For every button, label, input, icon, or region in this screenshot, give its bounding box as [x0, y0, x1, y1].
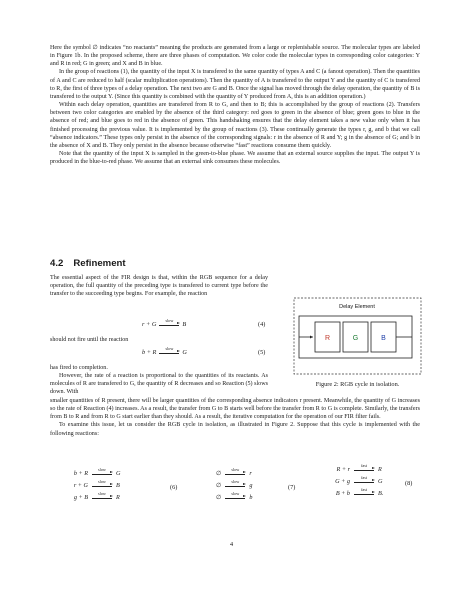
figure-title: Delay Element: [339, 304, 375, 310]
reaction-row: [216, 466, 252, 477]
reaction-rhs: B: [116, 482, 120, 489]
reaction-rhs: b: [249, 494, 253, 501]
paragraph: Note that the quantity of the input X is sampled in the green-to-blue phase. We assume that an external source supplies the input. The output Y is produced in the blue-to-red phase. We assume that an external sink consumes these molecules.: [50, 151, 420, 166]
equation-5: [142, 345, 187, 356]
reaction-lhs: ∅: [216, 494, 222, 501]
paragraph: The essential aspect of the FIR design is that, within the RGB sequence for a delay operation, the full quantity of the preceding type is transfered to current type before the transfer to the succeeding type begins. For example, the reaction: [50, 275, 268, 298]
reaction-lhs: r + G: [73, 482, 88, 489]
paragraph: smaller quantities of R present, there will be larger quantities of the corresponding absence indicators r present. Meanwhile, the quantity of G increases so the rate of Reaction (4) increases. As a result, the transfer from G to B starts well before the transfer from R to G is complete. Similarly, the transfers from B to R and from R to G start earlier than they should. As a result, the iterative computation for the operation of our FIR filter fails.: [50, 398, 420, 421]
rate-label: slow: [98, 490, 106, 496]
section-number: 4.2: [50, 258, 64, 269]
reaction-lhs: b + R: [73, 470, 88, 477]
rgb-cycle-figure: [287, 297, 425, 375]
equation-lhs: r + G: [142, 321, 157, 328]
paragraph: In the group of reactions (1), the quantity of the input X is transfered to the same quantity of types A and C (a fanout operation). Then the quantities of A and C are reduced to half (scalar multiplication operations). Then the quantity of A is transfered to the output Y and the quantity of C is transfered to R, the first of three types of a delay operation. The next two are G and B. Once the signal has moved through the delay operation, the quantity of B is transfered to the output Y. (Since this quantity is combined with the quantity of Y produced from A, this is an addition operation.): [50, 69, 420, 100]
reaction-row: [68, 478, 120, 489]
equation-number: (4): [258, 321, 266, 328]
rate-label: slow: [231, 466, 240, 472]
equation-number: (7): [288, 484, 296, 491]
paragraph: To examine this issue, let us consider the RGB cycle in isolation, as illustrated in Figure 2. Suppose that this cycle is implemented with the following reactions:: [50, 422, 420, 437]
reaction-lhs: ∅: [216, 482, 222, 489]
reaction-rhs: G: [378, 478, 383, 485]
reaction-row: [328, 474, 383, 485]
rate-label: fast: [360, 486, 368, 492]
reaction-rhs: B.: [378, 490, 384, 497]
equation-number: (8): [405, 480, 413, 487]
reaction-lhs: g + B: [73, 494, 88, 501]
box-b-label: B: [381, 335, 386, 342]
figure-caption: Figure 2: RGB cycle in isolation.: [315, 381, 400, 388]
rate-label: slow: [231, 490, 240, 496]
reaction-lhs: R + r: [336, 466, 350, 473]
reaction-rhs: G: [116, 470, 121, 477]
rate-label: fast: [360, 474, 368, 480]
rate-label: fast: [360, 462, 368, 468]
reaction-rhs: r: [249, 470, 252, 477]
reaction-lhs: B + b: [335, 490, 350, 497]
reaction-row: [68, 490, 120, 501]
reaction-arrow: [159, 345, 179, 354]
reaction-arrow: [159, 317, 179, 326]
refinement-text: [50, 336, 268, 344]
reaction-lhs: G + g: [335, 478, 350, 485]
paragraph: has fired to completion.: [50, 365, 108, 371]
reaction-row: [328, 486, 384, 497]
arrow-head: [310, 336, 313, 339]
section-title: Refinement: [73, 258, 126, 269]
paragraph: should not fire until the reaction: [50, 337, 129, 343]
equation-rhs: B: [182, 321, 187, 328]
box-r-label: R: [324, 335, 331, 342]
rate-label: slow: [165, 345, 174, 351]
reaction-row: [68, 466, 121, 477]
rate-label: slow: [98, 466, 106, 472]
reaction-rhs: R: [116, 494, 120, 501]
equation-number: (6): [170, 484, 178, 491]
equation-rhs: G: [182, 349, 187, 356]
reaction-lhs: ∅: [216, 470, 222, 477]
body-text-top: [50, 44, 420, 166]
reaction-rhs: R: [378, 466, 382, 473]
paragraph: Within each delay operation, quantities are transfered from R to G, and then to B; this is accomplished by the group of reactions (2). Transfers between two color categories are enabled by the absence of the third category: red goes to green in the absence of blue; green goes to blue in the absence of red; and blue goes to red in the absence of green. This handshaking ensures that the delay element takes a new value only when it has finished processing the previous value. It is implemented by the group of reactions (3). These continually generate the types r, g, and b that we call “absence indicators.” These types only persist in the absence of the corresponding signals: r in the absence of R and Y; g in the absence of G; and b in the absence of X and B. They only persist in the absence because otherwise “fast” reactions consume them quickly.: [50, 102, 420, 149]
equation-lhs: b + R: [142, 349, 157, 356]
rate-label: slow: [165, 317, 174, 323]
box-g-label: G: [352, 335, 359, 342]
paragraph: However, the rate of a reaction is proportional to the quantities of its reactants. As molecules of R are transfered to G, the quantity of R decreases and so Reaction (5) slows down. With: [50, 373, 268, 396]
reaction-row: [216, 490, 253, 501]
rate-label: slow: [98, 478, 106, 484]
refinement-text: [50, 274, 268, 298]
reaction-rhs: g: [249, 482, 253, 489]
reaction-row: [216, 478, 253, 489]
reaction-row: [328, 462, 382, 473]
page-number: 4: [229, 541, 234, 548]
equation-number: (5): [258, 349, 266, 356]
refinement-text: [50, 364, 268, 397]
rate-label: slow: [231, 478, 240, 484]
body-text-bottom: [50, 397, 420, 438]
section-heading: [50, 258, 126, 269]
equation-4: [142, 317, 187, 328]
paragraph: Here the symbol ∅ indicates “no reactants” meaning the products are generated from a large or replenishable source. The molecular types are labeled in Figure 1b. In the proposed scheme, there are three phases of computation. We color code the molecular types in corresponding color categories: Y and R in red; G in green; and X and B in blue.: [50, 45, 420, 68]
